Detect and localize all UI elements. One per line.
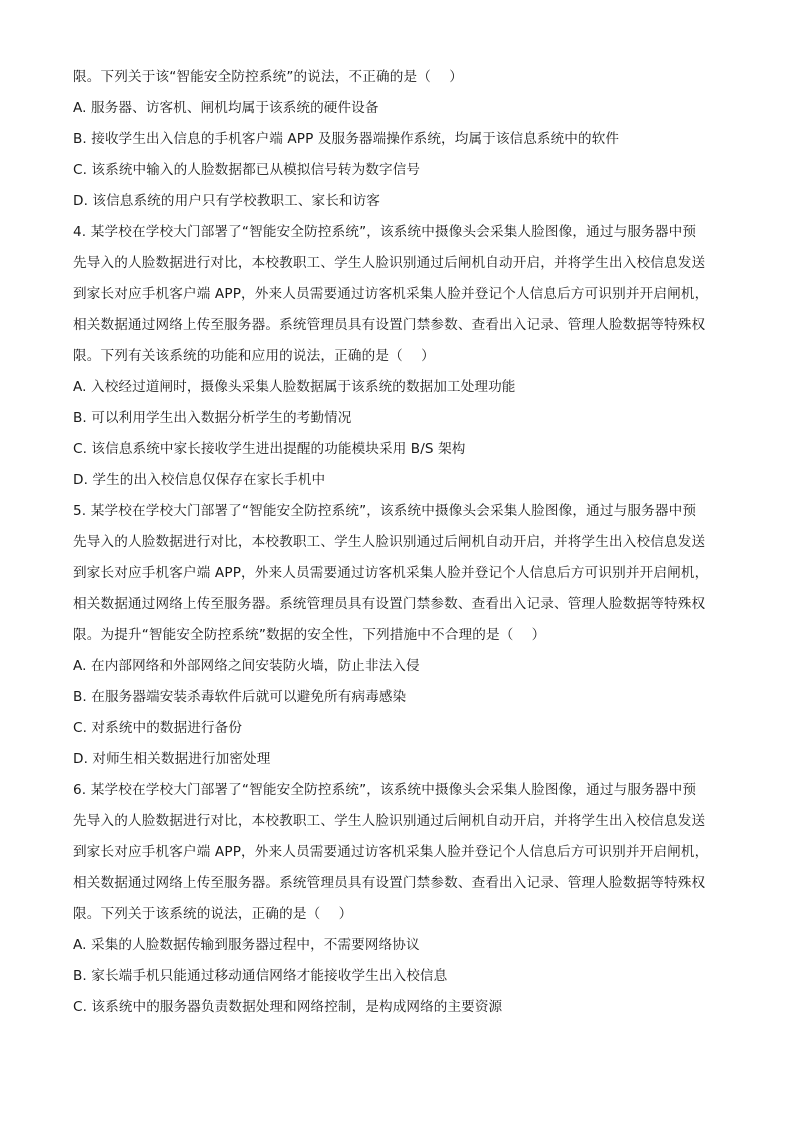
q3-option-b: B. 接收学生出入信息的手机客户端 APP 及服务器端操作系统，均属于该信息系统中的软件 xyxy=(73,131,620,147)
q4-stem-line-3: 到家长对应手机客户端 APP，外来人员需要通过访客机采集人脸并登记个人信息后方可识别并开启闸机， xyxy=(73,286,709,302)
q3-option-d: D. 该信息系统的用户只有学校教职工、家长和访客 xyxy=(73,193,380,209)
q5-option-d: D. 对师生相关数据进行加密处理 xyxy=(73,751,271,767)
q3-option-c: C. 该系统中输入的人脸数据都已从模拟信号转为数字信号 xyxy=(73,162,421,178)
q5-stem-line-1: 5. 某学校在学校大门部署了“智能安全防控系统”，该系统中摄像头会采集人脸图像，通过与服务器中预 xyxy=(73,503,697,519)
q6-option-b: B. 家长端手机只能通过移动通信网络才能接收学生出入校信息 xyxy=(73,968,448,984)
q4-stem-line-5: 限。下列有关该系统的功能和应用的说法，正确的是（ ） xyxy=(73,348,435,364)
q4-option-b: B. 可以利用学生出入数据分析学生的考勤情况 xyxy=(73,410,352,426)
q5-stem-line-3: 到家长对应手机客户端 APP，外来人员需要通过访客机采集人脸并登记个人信息后方可识别并开启闸机， xyxy=(73,565,709,581)
q6-stem-line-3: 到家长对应手机客户端 APP，外来人员需要通过访客机采集人脸并登记个人信息后方可识别并开启闸机， xyxy=(73,844,709,860)
q6-stem-line-5: 限。下列关于该系统的说法，正确的是（ ） xyxy=(73,906,353,922)
q4-option-a: A. 入校经过道闸时，摄像头采集人脸数据属于该系统的数据加工处理功能 xyxy=(73,379,516,395)
q6-stem-line-2: 先导入的人脸数据进行对比，本校教职工、学生人脸识别通过后闸机自动开启，并将学生出入校信息发送 xyxy=(73,813,706,829)
q3-stem-end: 限。下列关于该“智能安全防控系统”的说法，不正确的是（ ） xyxy=(73,69,463,85)
q4-option-c: C. 该信息系统中家长接收学生进出提醒的功能模块采用 B/S 架构 xyxy=(73,441,466,457)
q5-option-a: A. 在内部网络和外部网络之间安装防火墙，防止非法入侵 xyxy=(73,658,420,674)
q4-stem-line-2: 先导入的人脸数据进行对比，本校教职工、学生人脸识别通过后闸机自动开启，并将学生出入校信息发送 xyxy=(73,255,706,271)
q4-option-d: D. 学生的出入校信息仅保存在家长手机中 xyxy=(73,472,326,488)
q5-stem-line-2: 先导入的人脸数据进行对比，本校教职工、学生人脸识别通过后闸机自动开启，并将学生出入校信息发送 xyxy=(73,534,706,550)
q4-stem-line-4: 相关数据通过网络上传至服务器。系统管理员具有设置门禁参数、查看出入记录、管理人脸数据等特殊权 xyxy=(73,317,706,333)
q6-option-c: C. 该系统中的服务器负责数据处理和网络控制，是构成网络的主要资源 xyxy=(73,999,503,1015)
q4-stem-line-1: 4. 某学校在学校大门部署了“智能安全防控系统”，该系统中摄像头会采集人脸图像，通过与服务器中预 xyxy=(73,224,697,240)
q6-stem-line-1: 6. 某学校在学校大门部署了“智能安全防控系统”，该系统中摄像头会采集人脸图像，通过与服务器中预 xyxy=(73,782,697,798)
q5-option-b: B. 在服务器端安装杀毒软件后就可以避免所有病毒感染 xyxy=(73,689,407,705)
q6-stem-line-4: 相关数据通过网络上传至服务器。系统管理员具有设置门禁参数、查看出入记录、管理人脸数据等特殊权 xyxy=(73,875,706,891)
q3-option-a: A. 服务器、访客机、闸机均属于该系统的硬件设备 xyxy=(73,100,379,116)
q5-option-c: C. 对系统中的数据进行备份 xyxy=(73,720,243,736)
question-content xyxy=(73,62,733,1023)
q5-stem-line-5: 限。为提升“智能安全防控系统”数据的安全性，下列措施中不合理的是（ ） xyxy=(73,627,546,643)
q6-option-a: A. 采集的人脸数据传输到服务器过程中，不需要网络协议 xyxy=(73,937,420,953)
q5-stem-line-4: 相关数据通过网络上传至服务器。系统管理员具有设置门禁参数、查看出入记录、管理人脸数据等特殊权 xyxy=(73,596,706,612)
